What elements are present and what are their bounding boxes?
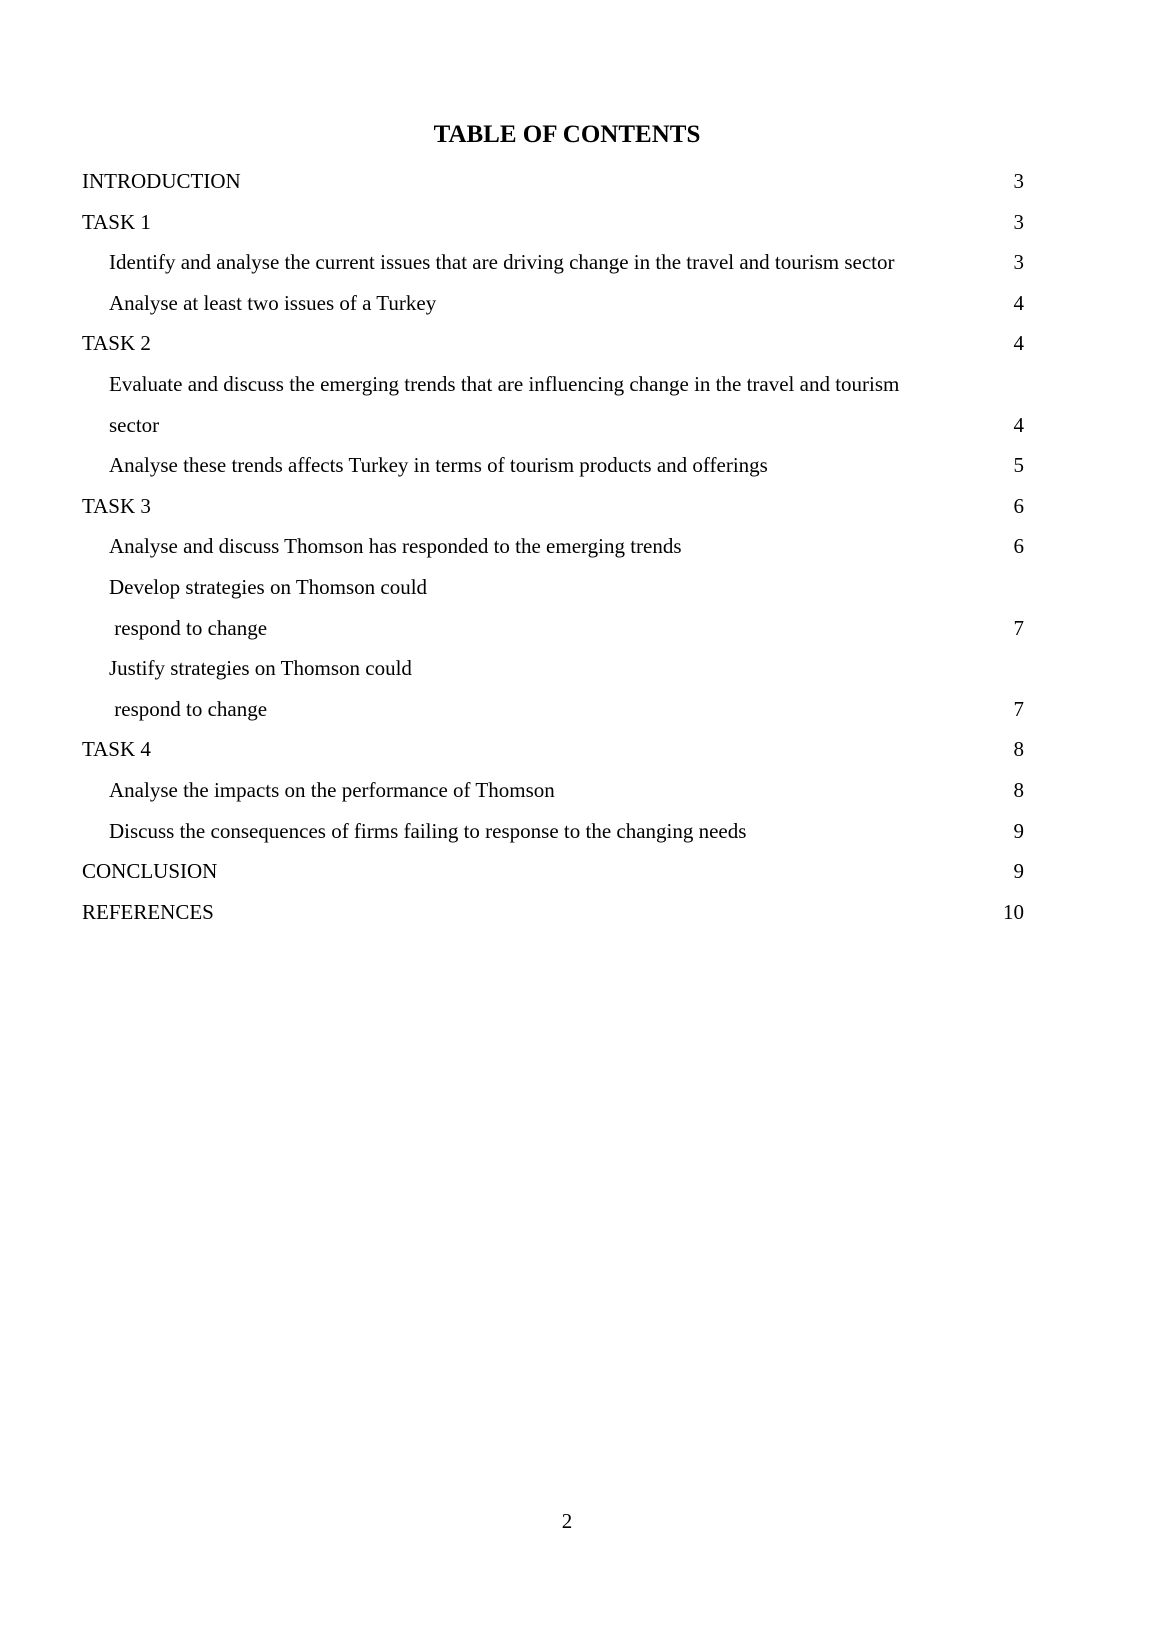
toc-list — [82, 161, 1024, 932]
toc-entry-label-line1: Develop strategies on Thomson could — [109, 574, 428, 599]
toc-entry-label: INTRODUCTION — [82, 169, 241, 193]
toc-entry-page: 9 — [1013, 859, 1024, 884]
toc-entry-label: respond to change — [109, 696, 268, 721]
toc-title: TABLE OF CONTENTS — [433, 121, 701, 148]
toc-entry-emerging-trends[interactable] — [82, 405, 1024, 446]
toc-entry-task-4[interactable] — [82, 729, 1024, 770]
toc-entry-impacts-performance[interactable] — [82, 770, 1024, 811]
toc-entry-label: Discuss the consequences of firms failing to response to the changing needs — [109, 818, 747, 843]
toc-entry-label: Analyse and discuss Thomson has responded to the emerging trends — [109, 534, 682, 559]
toc-entry-label: TASK 1 — [82, 209, 151, 234]
toc-entry-task-1[interactable] — [82, 202, 1024, 243]
toc-entry-label: Identify and analyse the current issues that are driving change in the travel and tourism sector — [109, 250, 895, 275]
toc-entry-page: 8 — [1013, 737, 1024, 762]
toc-entry-label: Analyse at least two issues of a Turkey — [109, 290, 437, 315]
toc-entry-label: TASK 2 — [82, 331, 151, 356]
toc-entry-page: 3 — [1013, 169, 1024, 193]
toc-entry-justify-strategies[interactable] — [82, 689, 1024, 730]
toc-entry-label: Analyse these trends affects Turkey in terms of tourism products and offerings — [109, 453, 768, 478]
toc-entry-page: 5 — [1013, 453, 1024, 478]
toc-entry-develop-strategies[interactable] — [82, 608, 1024, 649]
toc-entry-develop-strategies-line1[interactable] — [82, 567, 1024, 608]
page-number: 2 — [561, 1509, 573, 1533]
toc-entry-page: 6 — [1013, 493, 1024, 518]
toc-entry-page: 4 — [1013, 290, 1024, 315]
toc-entry-page: 9 — [1013, 818, 1024, 843]
toc-entry-page: 8 — [1013, 777, 1024, 802]
toc-entry-references[interactable] — [82, 892, 1024, 933]
toc-entry-conclusion[interactable] — [82, 851, 1024, 892]
toc-entry-label: Analyse the impacts on the performance of Thomson — [109, 777, 555, 802]
toc-entry-justify-strategies-line1[interactable] — [82, 648, 1024, 689]
toc-entry-page: 4 — [1013, 331, 1024, 356]
toc-entry-page: 4 — [1013, 412, 1024, 437]
toc-entry-label-line1: Evaluate and discuss the emerging trends that are influencing change in the travel and tourism — [109, 371, 900, 396]
toc-entry-label: REFERENCES — [82, 899, 214, 924]
toc-entry-label-line1: Justify strategies on Thomson could — [109, 656, 412, 681]
toc-entry-task-2[interactable] — [82, 323, 1024, 364]
toc-entry-trends-turkey[interactable] — [82, 445, 1024, 486]
toc-entry-emerging-trends-line1[interactable] — [82, 364, 1024, 405]
toc-entry-identify-issues[interactable] — [82, 242, 1024, 283]
toc-entry-label: TASK 3 — [82, 493, 151, 518]
toc-entry-label: CONCLUSION — [82, 859, 218, 884]
toc-entry-page: 10 — [1003, 899, 1024, 924]
toc-entry-label: TASK 4 — [82, 737, 151, 762]
toc-entry-introduction[interactable] — [82, 161, 1024, 202]
toc-entry-page: 7 — [1013, 615, 1024, 640]
toc-entry-turkey-issues[interactable] — [82, 283, 1024, 324]
toc-entry-page: 7 — [1013, 696, 1024, 721]
toc-entry-page: 6 — [1013, 534, 1024, 559]
toc-entry-thomson-responded[interactable] — [82, 526, 1024, 567]
toc-entry-consequences[interactable] — [82, 811, 1024, 852]
toc-entry-page: 3 — [1013, 209, 1024, 234]
toc-entry-task-3[interactable] — [82, 486, 1024, 527]
toc-entry-page: 3 — [1013, 250, 1024, 275]
toc-entry-label: respond to change — [109, 615, 268, 640]
toc-entry-label: sector — [109, 412, 160, 437]
